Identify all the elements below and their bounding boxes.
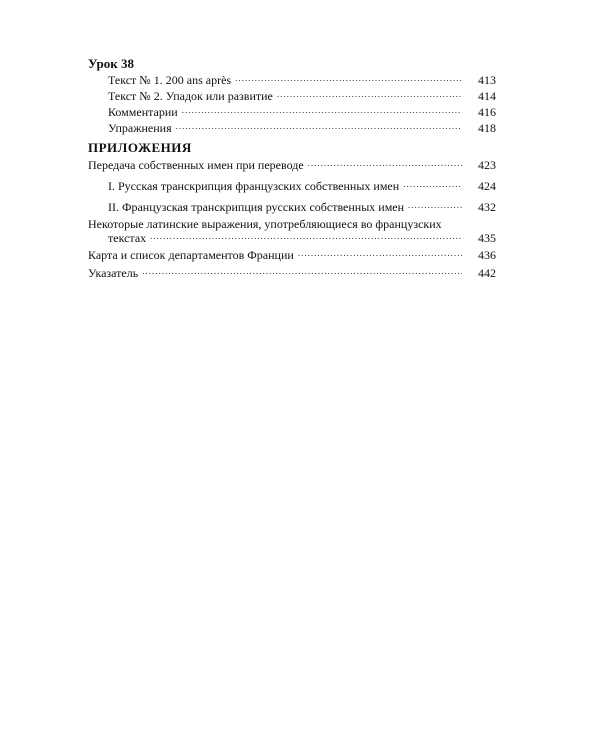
toc-entry-label: Текст № 1. 200 ans après: [108, 73, 232, 87]
toc-entry[interactable]: [108, 121, 496, 135]
toc-entry-page: 436: [478, 248, 496, 262]
toc-entry-label: I. Русская транскрипция французских собственных имен: [108, 179, 400, 193]
toc-entry[interactable]: [108, 89, 496, 103]
leader-dots: [308, 158, 462, 172]
toc-entry[interactable]: [88, 266, 496, 280]
toc-entry[interactable]: [88, 248, 496, 262]
leader-dots: [182, 105, 462, 119]
appendix-heading: ПРИЛОЖЕНИЯ: [88, 140, 192, 155]
toc-entry-label: Указатель: [88, 266, 139, 280]
toc-entry-page: 432: [478, 200, 496, 214]
toc-entry-label: Некоторые латинские выражения, употребляющиеся во французских: [88, 217, 442, 231]
leader-dots: [176, 121, 462, 135]
leader-dots: [403, 179, 462, 193]
toc-entry[interactable]: [108, 105, 496, 119]
toc-entry-page: 435: [478, 231, 496, 245]
leader-dots: [277, 89, 462, 103]
toc-entry[interactable]: [108, 200, 496, 214]
appendix-final-items: [0, 248, 600, 280]
toc-entry-label: II. Французская транскрипция русских собственных имен: [108, 200, 405, 214]
lesson-items: [0, 73, 600, 135]
latin-entry-block: [0, 217, 600, 245]
leader-dots: [150, 231, 462, 245]
toc-entry-label: Комментарии: [108, 105, 178, 119]
toc-entry[interactable]: [108, 73, 496, 87]
toc-entry-continuation: [108, 231, 496, 245]
toc-entry-label-continued: текстах: [108, 231, 147, 245]
toc-entry-label: Карта и список департаментов Франции: [88, 248, 294, 262]
toc-entry-label: Передача собственных имен при переводе: [88, 158, 304, 172]
leader-dots: [235, 73, 462, 87]
leader-dots: [408, 200, 462, 214]
toc-entry-page: 418: [478, 121, 496, 135]
toc-entry-page: 442: [478, 266, 496, 280]
appendix-items: [0, 158, 600, 214]
toc-entry-label: Текст № 2. Упадок или развитие: [108, 89, 273, 103]
toc-entry[interactable]: [108, 179, 496, 193]
lesson-heading: Урок 38: [88, 56, 134, 71]
leader-dots: [298, 248, 462, 262]
toc-entry-page: 414: [478, 89, 496, 103]
toc-entry-page: 413: [478, 73, 496, 87]
toc-entry-page: 423: [478, 158, 496, 172]
toc-entry-label: Упражнения: [108, 121, 172, 135]
leader-dots: [142, 266, 462, 280]
toc-entry-page: 424: [478, 179, 496, 193]
toc-entry-page: 416: [478, 105, 496, 119]
toc-entry[interactable]: [88, 158, 496, 172]
toc-entry[interactable]: [88, 217, 496, 245]
